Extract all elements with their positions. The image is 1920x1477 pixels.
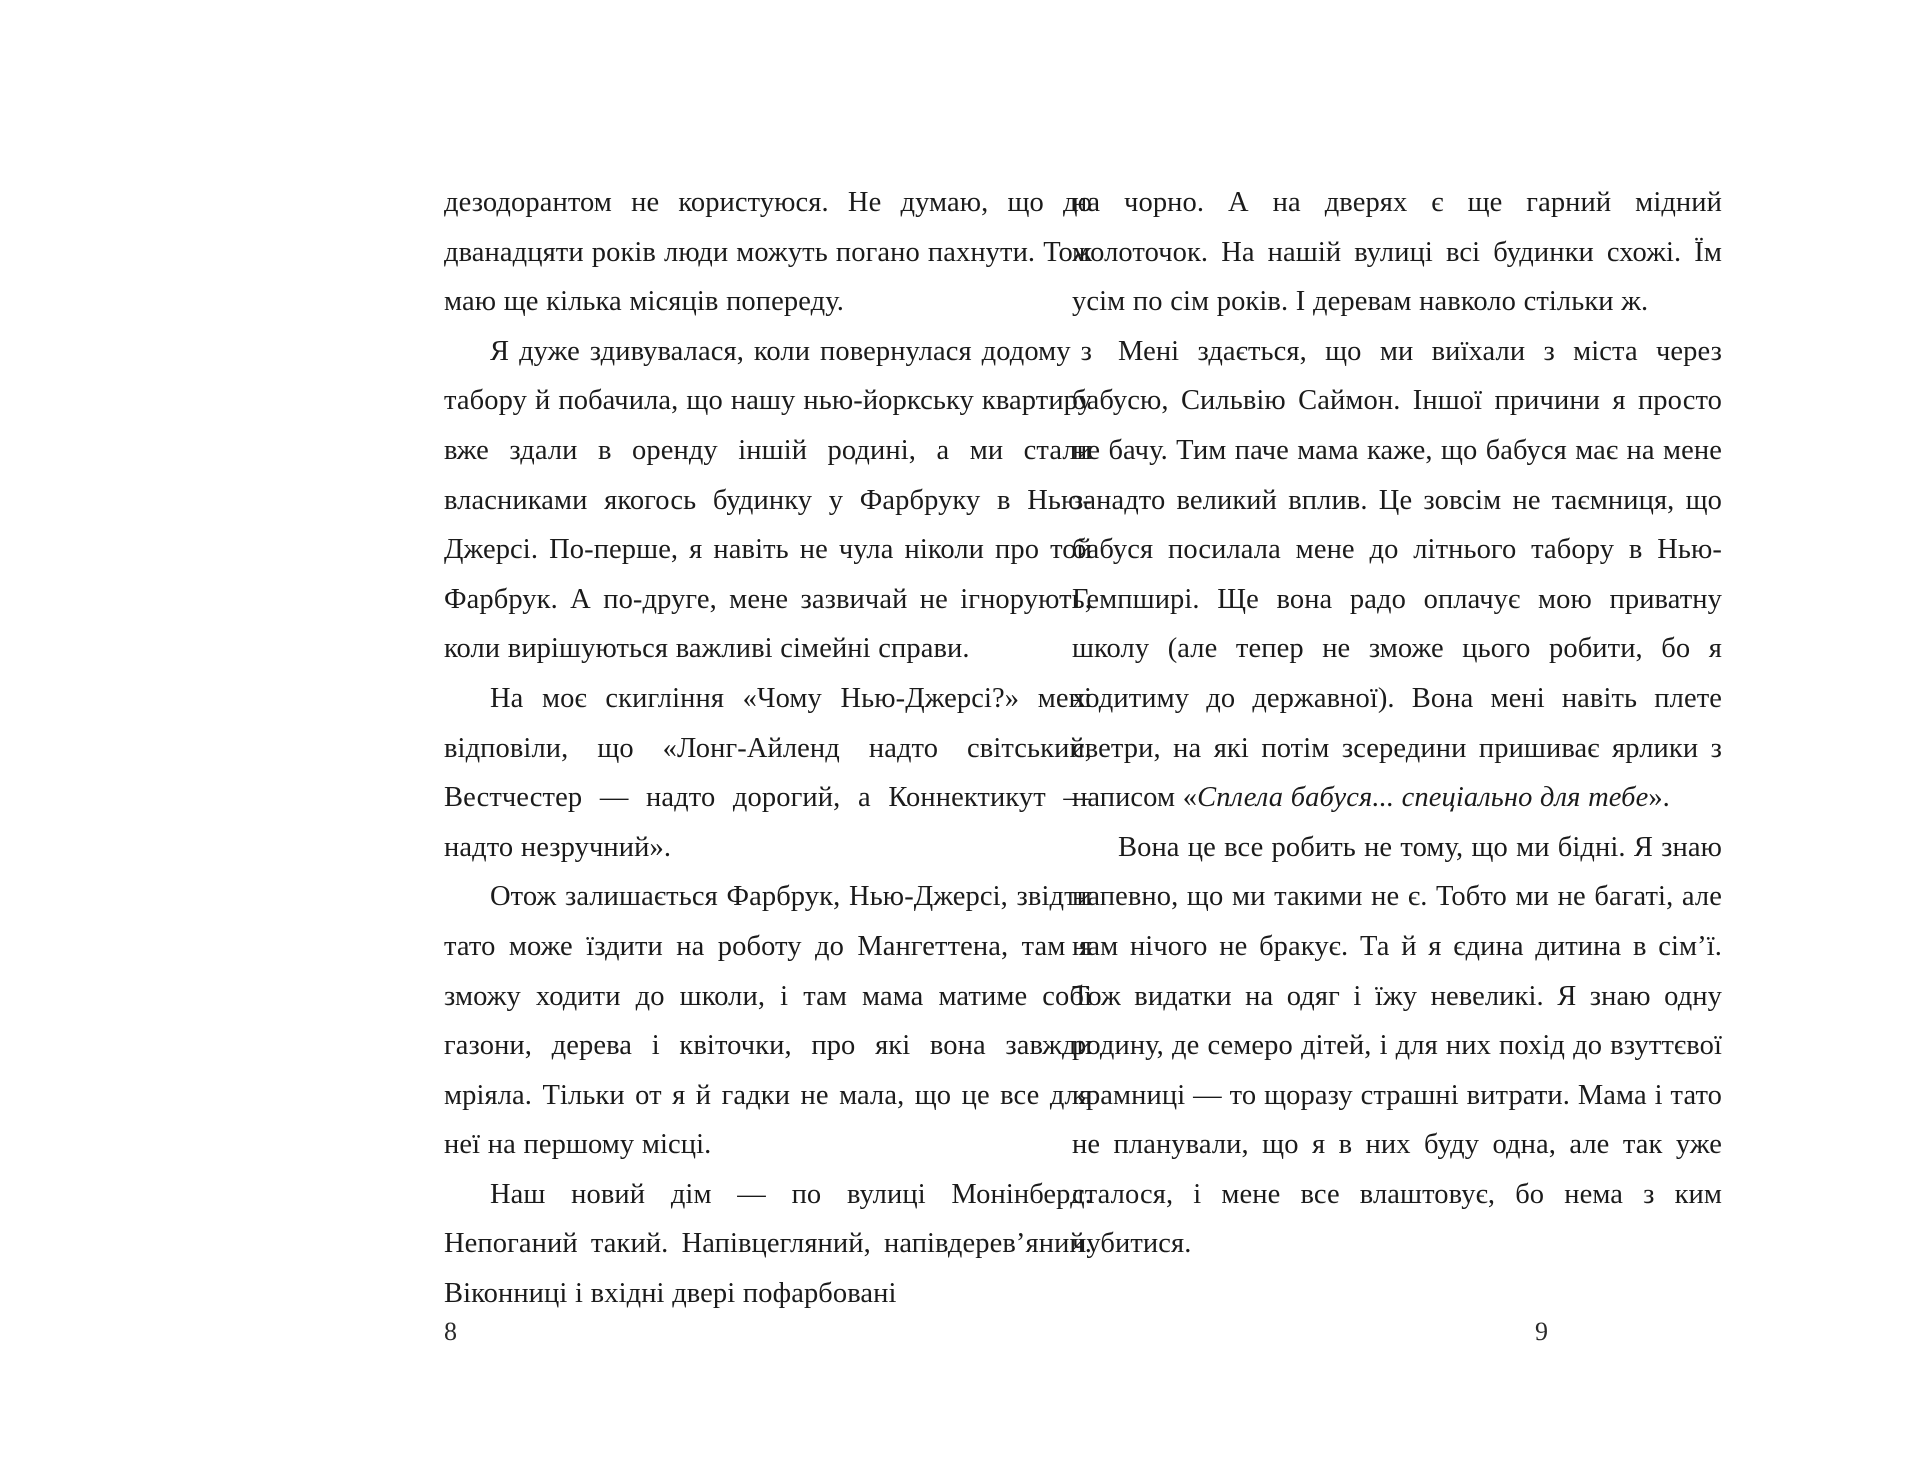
paragraph: на чорно. А на дверях є ще гарний мідний молоточок. На нашій вулиці всі будинки схожі. Їм усім по сім років. І деревам навколо стільки ж. xyxy=(1072,187,1722,318)
right-page-textblock xyxy=(1072,178,1722,1269)
paragraph: На моє скигління «Чому Нью-Джерсі?» мені відповіли, що «Лонг-Айленд надто світський, Вестчестер — надто дорогий, а Коннектикут — надто незручний». xyxy=(444,682,1092,863)
paragraph-italic: Сплела бабуся... спеціально для тебе xyxy=(1197,782,1649,814)
paragraph-text: Мені здається, що ми виїхали з міста через бабусю, Сильвію Саймон. Іншої причини я просто не бачу. Тим паче мама каже, що бабуся має на мене занадто великий вплив. Це зовсім не таємниця, що бабуся посилала мене до літнього табору в Нью-Гемпширі. Ще вона радо оплачує мою приватну школу (але тепер не зможе цього робити, бо я ходитиму до державної). Вона мені навіть плете светри, на які потім зсередини пришиває ярлики з написом « xyxy=(1072,335,1722,814)
paragraph: Отож залишається Фарбрук, Нью-Джерсі, звідти тато може їздити на роботу до Мангеттена, там я зможу ходити до школи, і там мама матиме собі газони, дерева і квіточки, про які вона завжди мріяла. Тільки от я й гадки не мала, що це все для неї на першому місці. xyxy=(444,881,1092,1161)
paragraph-text-after: ». xyxy=(1648,782,1670,814)
paragraph xyxy=(1072,327,1722,823)
paragraph: Наш новий дім — по вулиці Монінберд. Непоганий такий. Напівцегляний, напівдерев’яний. Віконниці і вхідні двері пофарбовані xyxy=(444,1178,1092,1310)
page-number-left: 8 xyxy=(444,1317,457,1346)
left-page xyxy=(260,0,1092,1477)
right-page xyxy=(960,0,1722,1477)
paragraph: Я дуже здивувалася, коли повернулася додому з табору й побачила, що нашу нью-йоркську квартиру вже здали в оренду іншій родині, а ми стали власниками якогось будинку у Фарбруку в Нью-Джерсі. По-перше, я навіть не чула ніколи про той Фарбрук. А по-друге, мене зазвичай не ігнорують, коли вирішуються важливі сімейні справи. xyxy=(444,335,1092,665)
paragraph: дезодорантом не користуюся. Не думаю, що до дванадцяти років люди можуть погано пахнути. Тож маю ще кілька місяців попереду. xyxy=(444,187,1092,318)
page-number-right: 9 xyxy=(1535,1317,1548,1346)
paragraph: Вона це все робить не тому, що ми бідні. Я знаю напевно, що ми такими не є. Тобто ми не багаті, але нам нічого не бракує. Та й я єдина дитина в сім’ї. Тож видатки на одяг і їжу невеликі. Я знаю одну родину, де семеро дітей, і для них похід до взуттєвої крамниці — то щоразу страшні витрати. Мама і тато не планували, що я в них буду одна, але так уже сталося, і мене все влаштовує, бо нема з ким чубитися. xyxy=(1072,831,1722,1260)
